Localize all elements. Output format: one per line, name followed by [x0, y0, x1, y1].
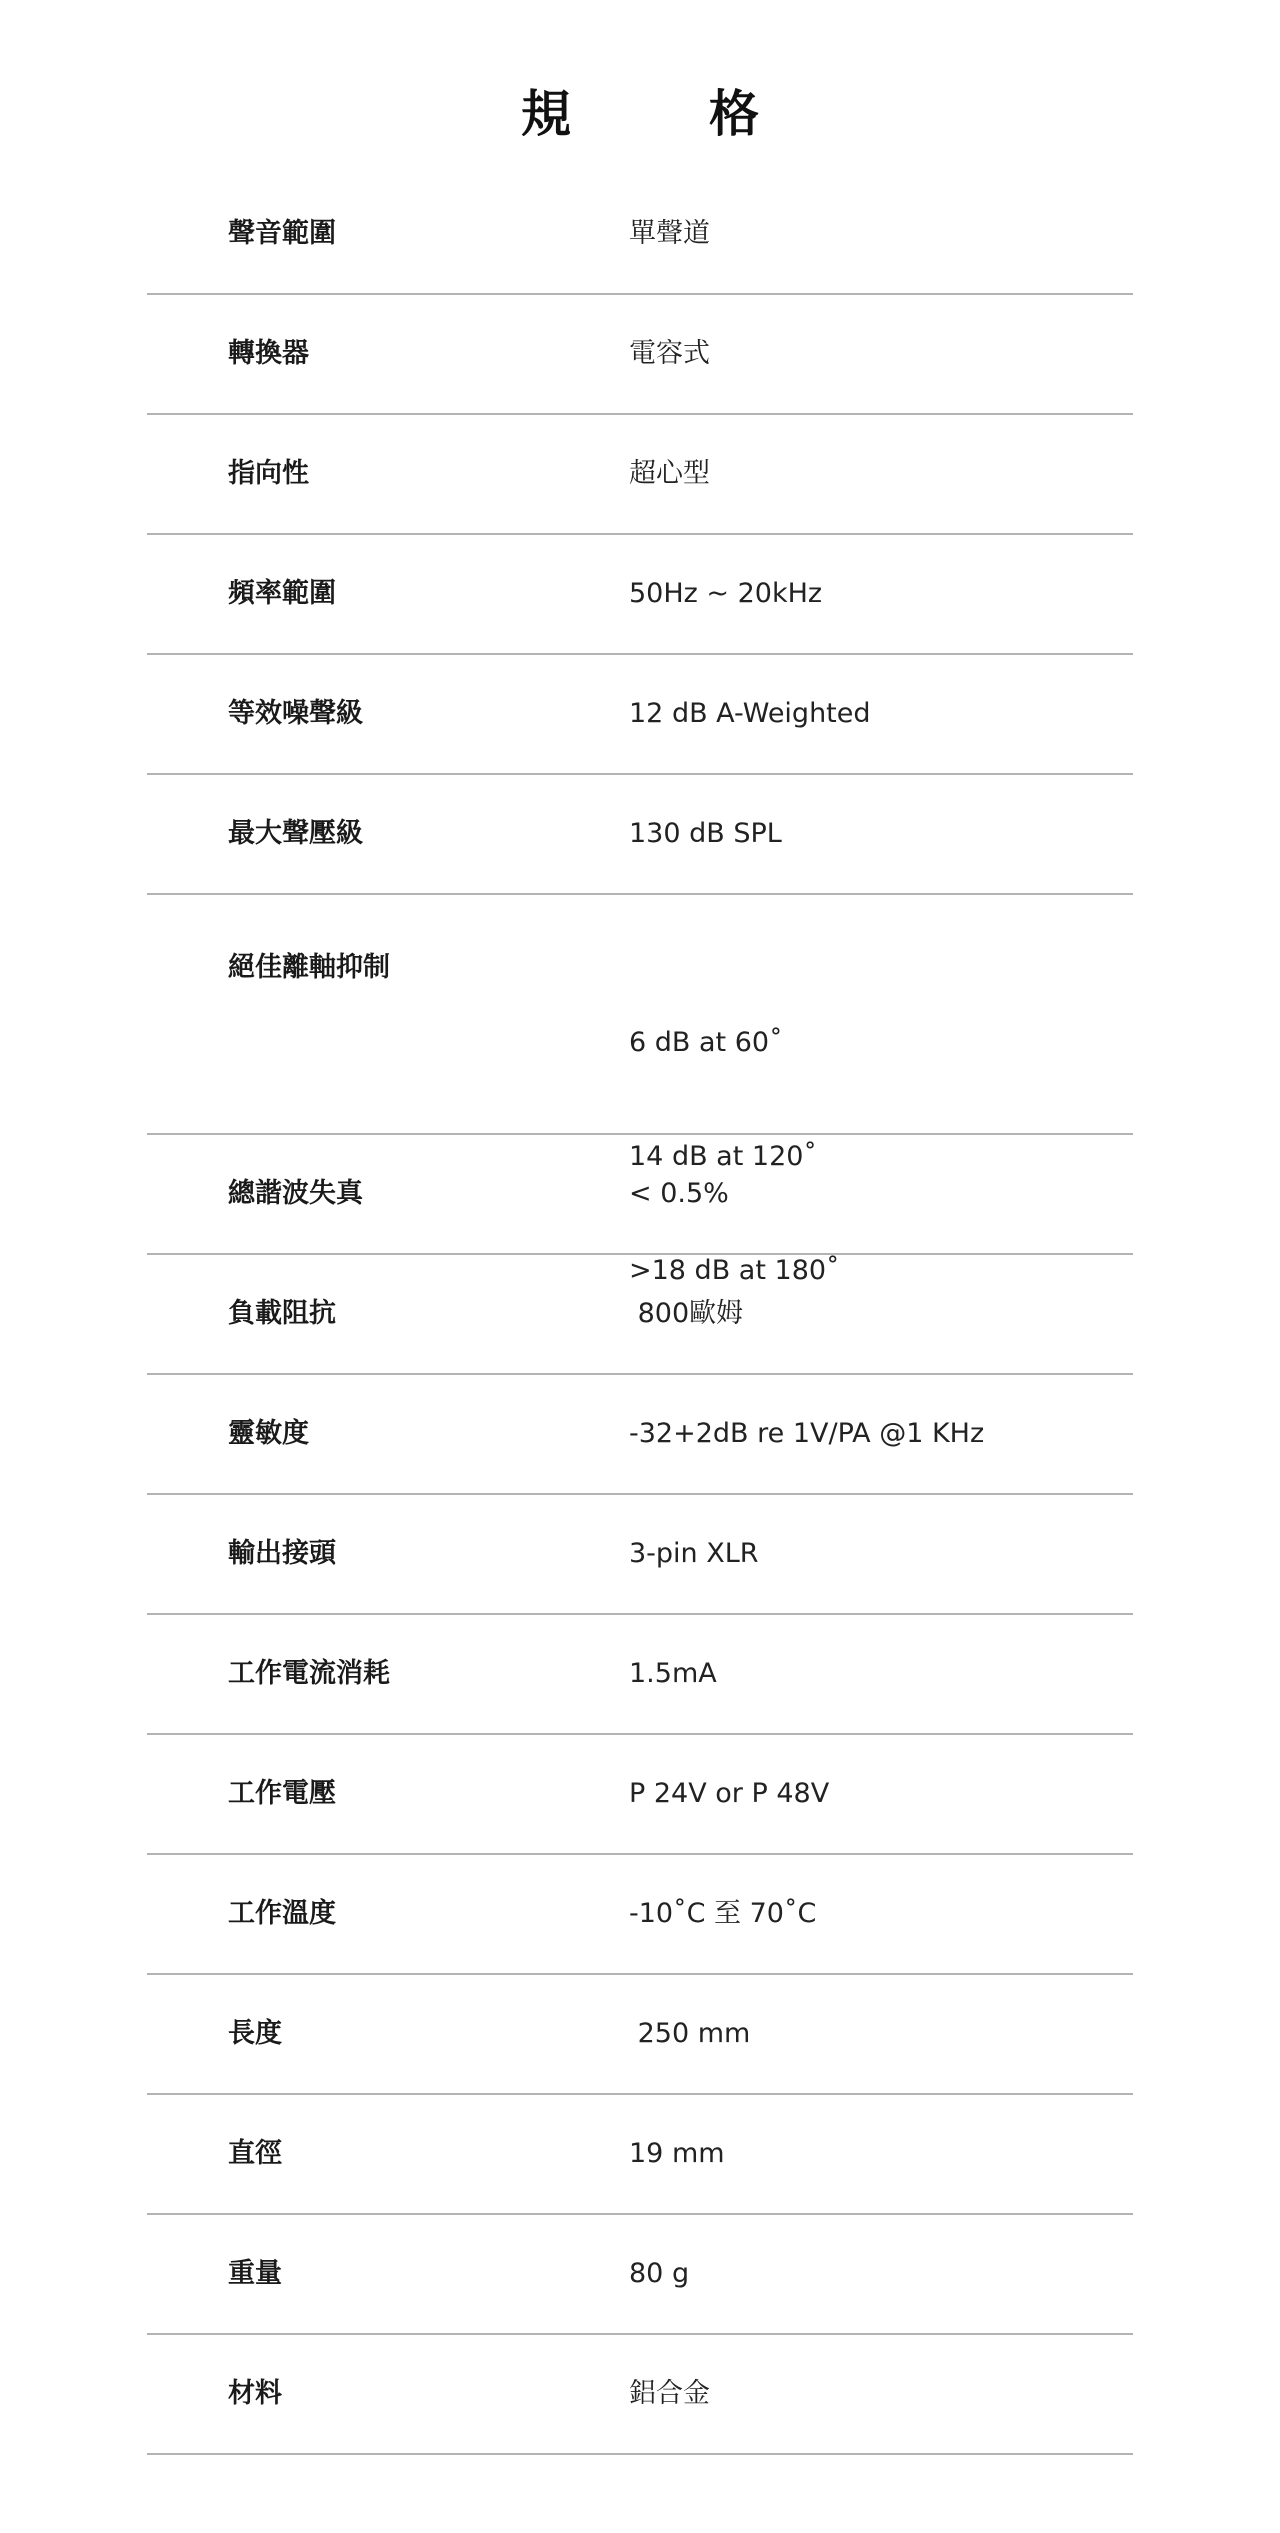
spec-value: -10˚C 至 70˚C: [629, 1898, 817, 1929]
spec-row-current-consumption: [147, 1615, 1133, 1735]
spec-row-sensitivity: [147, 1375, 1133, 1495]
spec-value-line: 6 dB at 60˚: [629, 1027, 783, 1058]
spec-label: 材料: [228, 2378, 282, 2409]
spec-label: 輸出接頭: [228, 1538, 336, 1569]
spec-label: 工作溫度: [228, 1898, 336, 1929]
spec-value: 19 mm: [629, 2138, 725, 2169]
spec-value: 800歐姆: [629, 1298, 744, 1329]
spec-label: 指向性: [228, 458, 309, 489]
spec-table: [147, 175, 1133, 2455]
spec-label: 直徑: [228, 2138, 282, 2169]
spec-label: 靈敏度: [228, 1418, 309, 1449]
spec-row-sound-range: [147, 175, 1133, 295]
page-title: 規 格: [521, 85, 803, 143]
spec-row-operating-voltage: [147, 1735, 1133, 1855]
spec-value: P 24V or P 48V: [629, 1778, 830, 1809]
spec-value: 12 dB A-Weighted: [629, 698, 871, 729]
spec-label: 總諧波失真: [228, 1178, 363, 1209]
spec-label: 聲音範圍: [228, 218, 336, 249]
spec-label: 工作電壓: [228, 1778, 336, 1809]
spec-row-operating-temperature: [147, 1855, 1133, 1975]
spec-row-frequency-range: [147, 535, 1133, 655]
spec-value: 超心型: [629, 458, 710, 489]
spec-row-output-connector: [147, 1495, 1133, 1615]
spec-label: 最大聲壓級: [228, 818, 363, 849]
spec-label: 轉換器: [228, 338, 309, 369]
spec-row-material: [147, 2335, 1133, 2455]
spec-row-diameter: [147, 2095, 1133, 2215]
spec-value: < 0.5%: [629, 1178, 729, 1209]
spec-row-load-impedance: [147, 1255, 1133, 1375]
spec-value: -32+2dB re 1V/PA @1 KHz: [629, 1418, 985, 1449]
spec-value: 130 dB SPL: [629, 818, 782, 849]
spec-value: 50Hz ~ 20kHz: [629, 578, 823, 609]
spec-value: 80 g: [629, 2258, 690, 2289]
spec-row-thd: [147, 1135, 1133, 1255]
spec-label: 工作電流消耗: [228, 1658, 390, 1689]
spec-label: 頻率範圍: [228, 578, 336, 609]
spec-row-self-noise: [147, 655, 1133, 775]
spec-value: 1.5mA: [629, 1658, 717, 1689]
spec-row-polar-pattern: [147, 415, 1133, 535]
spec-value: 250 mm: [629, 2018, 751, 2049]
spec-label: 重量: [228, 2258, 282, 2289]
spec-value-line: >18 dB at 180˚: [629, 1255, 840, 1286]
spec-row-max-spl: [147, 775, 1133, 895]
spec-label: 絕佳離軸抑制: [228, 952, 390, 983]
spec-label: 長度: [228, 2018, 282, 2049]
spec-value: 鋁合金: [629, 2378, 710, 2409]
spec-value: 3-pin XLR: [629, 1538, 759, 1569]
spec-row-length: [147, 1975, 1133, 2095]
spec-value-line: 14 dB at 120˚: [629, 1141, 817, 1172]
spec-value: 單聲道: [629, 218, 710, 249]
spec-label: 負載阻抗: [228, 1298, 336, 1329]
spec-value: 電容式: [629, 338, 710, 369]
spec-row-transducer: [147, 295, 1133, 415]
spec-label: 等效噪聲級: [228, 698, 363, 729]
spec-row-weight: [147, 2215, 1133, 2335]
